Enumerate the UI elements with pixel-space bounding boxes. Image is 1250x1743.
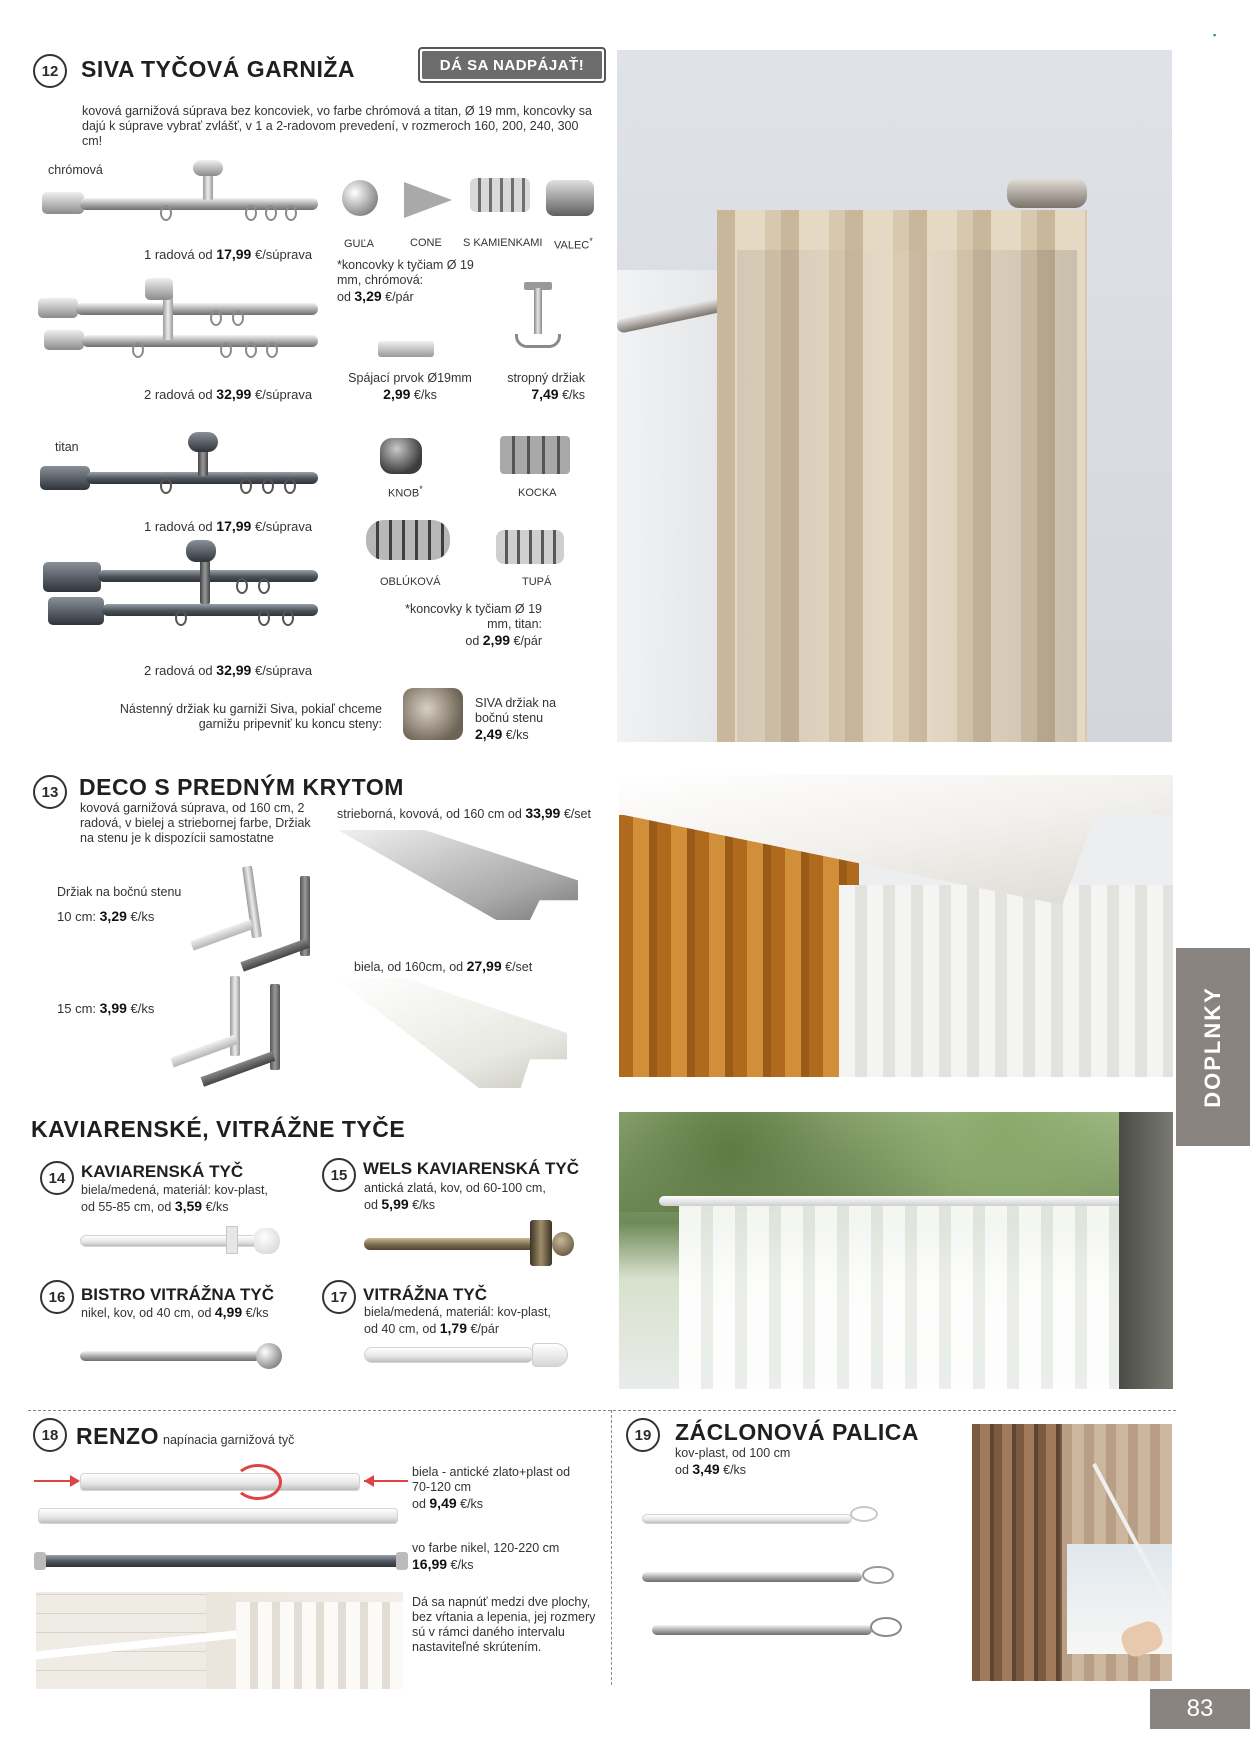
- page-number: 83: [1186, 1695, 1214, 1722]
- deco-silver-price: strieborná, kovová, od 160 cm od 33,99 €/set: [337, 805, 591, 821]
- section-15-title: WELS KAVIARENSKÁ TYČ: [363, 1159, 579, 1178]
- section-19-number: 19: [626, 1418, 660, 1452]
- chrome-1-row-price: 1 radová od 17,99 €/súprava: [144, 246, 313, 262]
- cafe-rods-heading: KAVIARENSKÉ, VITRÁŽNE TYČE: [31, 1116, 406, 1142]
- divider-horizontal: [28, 1410, 1176, 1411]
- section-15-description: antická zlatá, kov, od 60-100 cm, od 5,99 €/ks: [364, 1181, 546, 1212]
- finial-oblukova-image: [366, 520, 450, 560]
- section-14-number: 14: [40, 1161, 74, 1195]
- titan-label: titan: [55, 440, 79, 454]
- finial-kocka-label: KOCKA: [518, 487, 557, 499]
- side-holder-label: SIVA držiak na bočnú stenu 2,49 €/ks: [475, 696, 557, 742]
- section-12-description: kovová garnižová súprava bez koncoviek, vo farbe chrómová a titan, Ø 19 mm, koncovky sa dajú k súprave vybrať zvlášť, v 1 a 2-radovom prevedení, v rozmeroch 160, 200, 240, 300 cm!: [82, 104, 592, 148]
- side-tab-label: DOPLNKY: [1200, 986, 1225, 1108]
- divider-vertical: [611, 1410, 612, 1685]
- section-17-description: biela/medená, materiál: kov-plast, od 40 cm, od 1,79 €/pár: [364, 1305, 551, 1336]
- section-12-photo: [617, 50, 1172, 742]
- deco-silver-profile-image: [338, 830, 578, 920]
- renzo-photo: [36, 1592, 403, 1689]
- section-13-photo: [619, 775, 1173, 1077]
- finial-gula-image: [342, 180, 378, 216]
- connector-image: [378, 341, 434, 357]
- section-19-photo: [972, 1424, 1172, 1681]
- titan-2-row-price: 2 radová od 32,99 €/súprava: [144, 662, 313, 678]
- wall-holder-note: Nástenný držiak ku garniži Siva, pokiaľ chceme garnižu pripevniť ku koncu steny:: [119, 702, 382, 731]
- section-18-title: RENZO: [76, 1423, 159, 1449]
- chrome-label: chrómová: [48, 163, 103, 177]
- renzo-variant-1: biela - antické zlato+plast od 70-120 cm od 9,49 €/ks: [412, 1465, 571, 1511]
- bracket-title: Držiak na bočnú stenu: [57, 885, 182, 899]
- cafe-rod-photo: [619, 1112, 1173, 1389]
- finial-tupa-image: [496, 530, 564, 564]
- nadpajat-badge: [418, 47, 606, 83]
- finial-cone-image: [404, 182, 452, 218]
- finial-kamienky-label: S KAMIENKAMI: [463, 237, 543, 249]
- finial-gula-label: GUĽA: [344, 238, 374, 250]
- section-12-number: 12: [33, 54, 67, 88]
- nadpajat-badge-label: DÁ SA NADPÁJAŤ!: [422, 51, 602, 79]
- side-tab-doplnky: [1176, 948, 1250, 1146]
- section-16-number: 16: [40, 1280, 74, 1314]
- finial-valec-image: [546, 180, 594, 216]
- section-14-title: KAVIARENSKÁ TYČ: [81, 1162, 244, 1181]
- ceiling-holder-label: stropný držiak 7,49 €/ks: [507, 371, 585, 402]
- side-holder-image: [403, 688, 463, 740]
- finial-oblukova-label: OBLÚKOVÁ: [380, 576, 441, 588]
- finial-kamienky-image: [470, 178, 530, 212]
- page-number-box: [1150, 1689, 1250, 1729]
- section-18-subtitle: napínacia garnižová tyč: [163, 1433, 295, 1447]
- section-15-number: 15: [322, 1158, 356, 1192]
- connector-label: Spájací prvok Ø19mm 2,99 €/ks: [348, 371, 472, 402]
- renzo-note: Dá sa napnúť medzi dve plochy, bez vŕtania a lepenia, jej rozmery sú v rámci daného intervalu nastaviteľné skrútením.: [412, 1595, 596, 1654]
- finial-tupa-label: TUPÁ: [522, 576, 552, 588]
- finials-titan-note: *koncovky k tyčiam Ø 19 mm, titan: od 2,99 €/pár: [405, 602, 542, 648]
- finial-valec-label: VALEC*: [554, 236, 593, 252]
- finial-kocka-image: [500, 436, 570, 474]
- section-18-number: 18: [33, 1418, 67, 1452]
- section-19-description: kov-plast, od 100 cm od 3,49 €/ks: [675, 1446, 791, 1477]
- finials-chrome-note: *koncovky k tyčiam Ø 19 mm, chrómová: od 3,29 €/pár: [337, 258, 474, 304]
- renzo-variant-2: vo farbe nikel, 120-220 cm 16,99 €/ks: [412, 1541, 560, 1572]
- section-13-number: 13: [33, 775, 67, 809]
- finial-cone-label: CONE: [410, 237, 442, 249]
- titan-1-row-price: 1 radová od 17,99 €/súprava: [144, 518, 313, 534]
- finial-knob-label: KNOB*: [388, 484, 423, 500]
- section-17-number: 17: [322, 1280, 356, 1314]
- section-17-title: VITRÁŽNA TYČ: [363, 1285, 488, 1304]
- finial-knob-image: [380, 438, 422, 474]
- section-16-title: BISTRO VITRÁŽNA TYČ: [81, 1285, 274, 1304]
- section-14-description: biela/medená, materiál: kov-plast, od 55-85 cm, od 3,59 €/ks: [81, 1183, 268, 1214]
- section-12-title: SIVA TYČOVÁ GARNIŽA: [81, 56, 356, 82]
- bracket-10-price: 10 cm: 3,29 €/ks: [57, 908, 155, 924]
- section-13-description: kovová garnižová súprava, od 160 cm, 2 radová, v bielej a striebornej farbe, Držiak na stenu je k dispozícii samostatne: [80, 801, 311, 845]
- section-19-title: ZÁCLONOVÁ PALICA: [675, 1419, 919, 1445]
- chrome-2-row-price: 2 radová od 32,99 €/súprava: [144, 386, 313, 402]
- section-16-price: nikel, kov, od 40 cm, od 4,99 €/ks: [81, 1304, 269, 1320]
- bracket-15-price: 15 cm: 3,99 €/ks: [57, 1000, 155, 1016]
- deco-white-price: biela, od 160cm, od 27,99 €/set: [354, 958, 533, 974]
- deco-white-profile-image: [335, 978, 567, 1088]
- corner-mark: ▪: [1213, 30, 1217, 40]
- section-13-title: DECO S PREDNÝM KRYTOM: [79, 774, 404, 800]
